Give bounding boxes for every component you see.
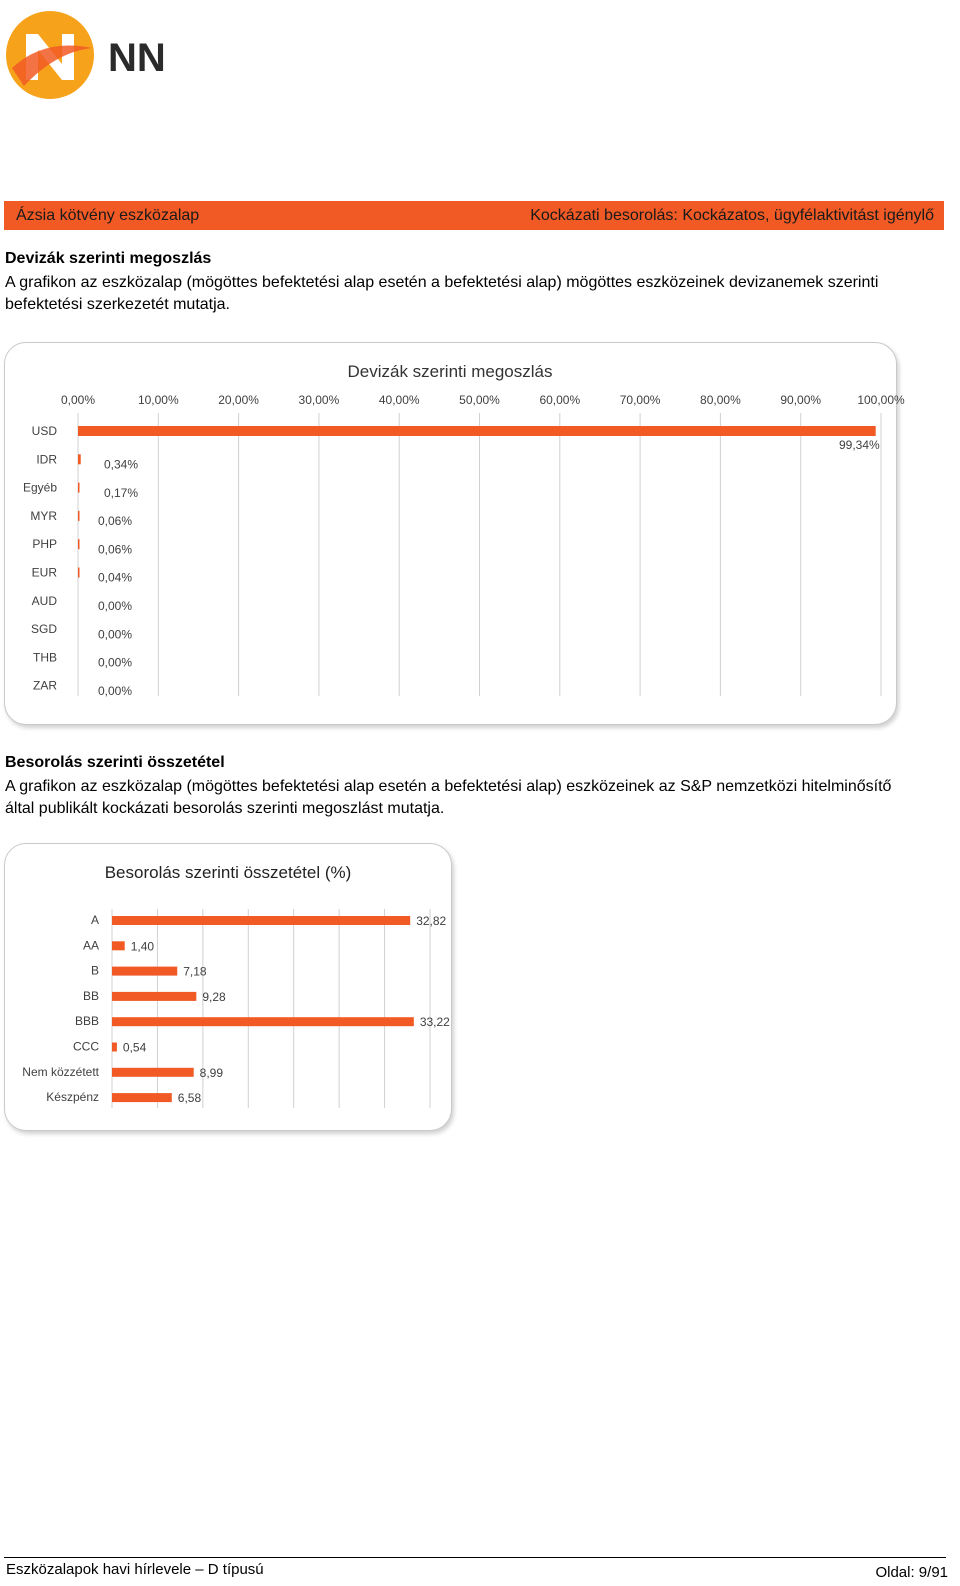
x-tick-label: 80,00% (700, 393, 741, 407)
data-label: 0,54 (122, 1040, 147, 1055)
y-category-label: A (90, 913, 99, 927)
x-tick-label: 70,00% (619, 393, 661, 407)
data-label: 0,00% (98, 683, 133, 698)
footer-newsletter-label: Eszközalapok havi hírlevele – D típusú (6, 1561, 264, 1578)
footer-divider (4, 1557, 946, 1558)
bar (112, 1068, 194, 1077)
data-label: 0,06% (98, 514, 133, 529)
y-category-label: AUD (31, 593, 57, 608)
y-category-label: Egyéb (22, 480, 57, 495)
data-label: 0,00% (98, 627, 133, 642)
bar (78, 539, 80, 549)
y-category-label: MYR (30, 508, 57, 523)
data-label: 1,40 (130, 939, 155, 954)
y-category-label: BB (82, 988, 99, 1003)
data-label: 0,34% (104, 457, 139, 472)
rating-section-title: Besorolás szerinti összetétel (5, 754, 225, 771)
fund-header-bar (4, 201, 944, 230)
bar (78, 483, 80, 493)
bar (78, 454, 81, 464)
data-label: 0,17% (104, 485, 139, 500)
y-category-label: Készpénz (46, 1090, 99, 1105)
currency-chart-box (4, 342, 905, 725)
data-label: 7,18 (183, 964, 207, 979)
nn-logo (4, 8, 184, 104)
x-tick-label: 0,00% (60, 393, 96, 407)
data-label: 32,82 (416, 914, 447, 928)
y-category-label: EUR (31, 565, 57, 580)
data-label: 33,22 (419, 1015, 450, 1030)
y-category-label: USD (31, 424, 57, 438)
chart-title: Besorolás szerinti összetétel (%) (104, 863, 352, 882)
x-tick-label: 90,00% (780, 393, 822, 407)
bar (112, 967, 177, 976)
footer-page-number: Oldal: 9/91 (875, 1564, 948, 1581)
bar (78, 426, 876, 436)
y-category-label: SGD (30, 622, 57, 637)
currency-chart (5, 343, 905, 724)
x-tick-label: 50,00% (459, 393, 500, 407)
data-label: 6,58 (177, 1091, 202, 1106)
x-tick-label: 100,00% (857, 393, 905, 407)
data-label: 99,34% (838, 438, 880, 453)
x-tick-label: 20,00% (218, 393, 259, 407)
data-label: 8,99 (199, 1065, 224, 1080)
y-category-label: B (90, 963, 99, 978)
bar (112, 1017, 414, 1026)
x-tick-label: 40,00% (378, 393, 420, 407)
data-label: 0,00% (98, 599, 133, 613)
rating-chart-box (4, 843, 452, 1131)
bar (112, 1093, 172, 1102)
y-category-label: PHP (32, 537, 57, 552)
bar (112, 992, 196, 1001)
currency-section-text: A grafikon az eszközalap (mögöttes befektetési alap esetén a befektetési alap) mögöttes eszközeinek devizanemek szerinti befektetési szerkezetét mutatja. (5, 274, 879, 313)
y-category-label: THB (33, 650, 57, 665)
y-category-label: IDR (36, 452, 57, 467)
data-label: 0,06% (98, 542, 133, 557)
currency-section-title: Devizák szerinti megoszlás (5, 250, 212, 267)
chart-title: Devizák szerinti megoszlás (347, 362, 553, 381)
bar (112, 1043, 117, 1052)
bar (78, 568, 80, 578)
y-category-label: ZAR (33, 678, 57, 693)
bar (78, 511, 80, 521)
data-label: 9,28 (202, 989, 226, 1004)
risk-classification: Kockázati besorolás: Kockázatos, ügyfélaktivitást igénylő (530, 206, 934, 224)
fund-name: Ázsia kötvény eszközalap (16, 206, 200, 224)
rating-section-text: A grafikon az eszközalap (mögöttes befektetési alap esetén a befektetési alap) eszközeinek az S&P nemzetközi hitelminősítő által publikált kockázati besorolás szerinti megoszlást mutatja. (5, 778, 892, 817)
data-label: 0,04% (98, 570, 133, 585)
y-category-label: Nem közzétett (22, 1064, 99, 1079)
bar (112, 916, 410, 925)
x-tick-label: 60,00% (539, 393, 581, 407)
x-tick-label: 10,00% (137, 393, 179, 407)
rating-chart (5, 844, 451, 1130)
logo-text: NN (108, 36, 166, 80)
bar (112, 941, 125, 950)
x-tick-label: 30,00% (298, 393, 340, 407)
y-category-label: BBB (74, 1014, 99, 1029)
y-category-label: AA (82, 938, 99, 953)
data-label: 0,00% (98, 655, 133, 670)
y-category-label: CCC (73, 1039, 99, 1054)
